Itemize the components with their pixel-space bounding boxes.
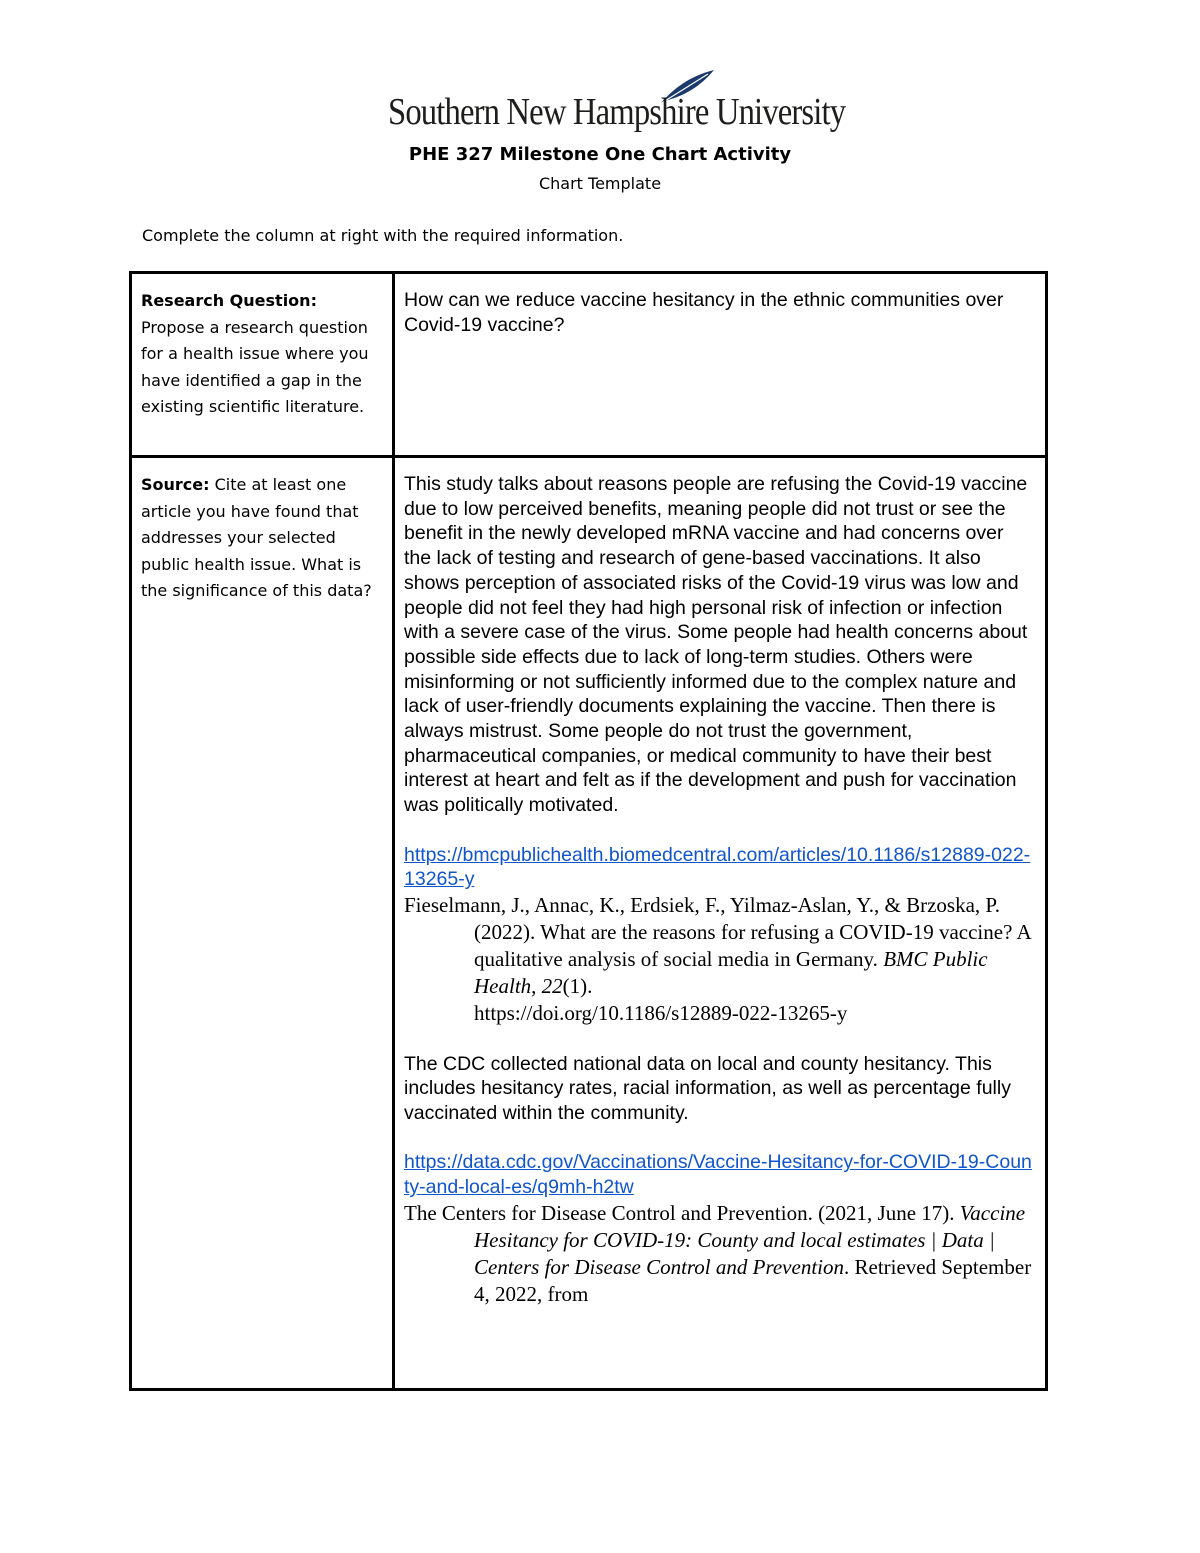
chart-table — [129, 271, 1048, 1391]
source-answer-cell — [394, 457, 1047, 1390]
article-link[interactable]: https://bmcpublichealth.biomedcentral.com/articles/10.1186/s12889-022-13265-y — [404, 843, 1031, 891]
table-row — [131, 457, 1047, 1390]
citation-1 — [404, 892, 1035, 1027]
table-row — [131, 273, 1047, 457]
row-label-bold: Source: — [141, 475, 210, 494]
page-subtitle: Chart Template — [538, 174, 662, 193]
citation-2-retrieved: . Retrieved September 4, 2022, from — [474, 1254, 1032, 1306]
source-label-cell — [131, 457, 394, 1390]
instruction-text: Complete the column at right with the required information. — [142, 226, 624, 245]
question-label-cell — [131, 273, 394, 457]
citation-1-issue: (1). — [562, 973, 593, 998]
row-label-text: Propose a research question for a health issue where you have identified a gap in the existing scientific literature. — [141, 317, 369, 416]
citation-2-authors: The Centers for Disease Control and Prevention. (2021, June 17). — [404, 1200, 960, 1225]
row-label-bold: Research Question: — [141, 291, 317, 310]
university-name: Southern New Hampshire University — [388, 91, 846, 133]
source-summary: This study talks about reasons people are refusing the Covid-19 vaccine due to low perceived benefits, meaning people did not trust or see the benefit in the newly developed mRNA vaccine and had concerns over the lack of testing and research of gene-based vaccinations. It also shows perception of associated risks of the Covid-19 virus was low and people did not feel they had high personal risk of infection or infection with a severe case of the virus. Some people had health concerns about possible side effects due to lack of long-term studies. Others were misinforming or not sufficiently informed due to the complex nature and lack of user-friendly documents explaining the vaccine. Then there is always mistrust. Some people do not trust the government, pharmaceutical companies, or medical community to have their best interest at heart and felt as if the development and push for vaccination was politically motivated. — [404, 473, 1028, 817]
university-logo — [388, 68, 846, 138]
citation-1-journal: BMC Public Health — [474, 946, 988, 998]
citation-2 — [404, 1200, 1035, 1308]
citation-2-title: Vaccine Hesitancy for COVID-19: County and local estimates | Data | Centers for Disease Control and Prevention — [474, 1200, 1026, 1279]
research-question-answer: How can we reduce vaccine hesitancy in the ethnic communities over Covid-19 vaccine? — [404, 289, 1004, 336]
cdc-summary: The CDC collected national data on local and county hesitancy. This includes hesitancy rates, racial information, as well as percentage fully vaccinated within the community. — [404, 1052, 1011, 1125]
row-label-text: Cite at least one article you have found that addresses your selected public health issue. What is the significance of this data? — [141, 475, 372, 600]
question-answer-cell — [394, 273, 1047, 457]
citation-1-sep: , — [531, 973, 542, 998]
page-title: PHE 327 Milestone One Chart Activity — [408, 144, 792, 165]
citation-1-volume: 22 — [541, 973, 563, 998]
citation-1-authors: Fieselmann, J., Annac, K., Erdsiek, F., Yilmaz-Aslan, Y., & Brzoska, P. (2022). What are the reasons for refusing a COVID-19 vaccine? A qualitative analysis of social media in Germany. — [404, 892, 1031, 971]
citation-1-doi: https://doi.org/10.1186/s12889-022-13265-y — [474, 1000, 848, 1025]
cdc-data-link[interactable]: https://data.cdc.gov/Vaccinations/Vaccine-Hesitancy-for-COVID-19-County-and-local-es/q9mh-h2tw — [404, 1151, 1032, 1199]
